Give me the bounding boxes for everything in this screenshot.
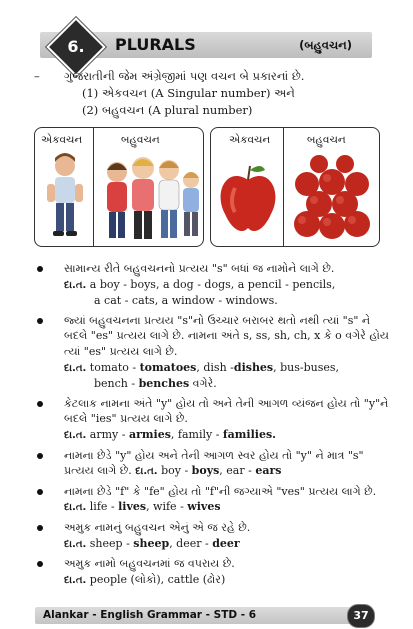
rule-example-2b	[64, 376, 394, 392]
example-text: sheep -	[89, 536, 134, 550]
example-bold: benches	[138, 377, 190, 391]
example-label: દા.ત.	[64, 574, 87, 586]
example-text: a cat - cats, a window - windows.	[94, 294, 278, 308]
example-text: , dish -	[196, 360, 234, 374]
rule-text-2: જ્યાં બહુવચનના પ્રત્યય "s"નો ઉચ્ચાર બરાબર થતો નથી ત્યાં "s" ને બદલે "es" પ્રત્યય લાગે છે. નામના અંતે s, ss, sh, ch, x કે o વગેરે હોય ત્યાં "es" પ્રત્યય લાગે છે.	[64, 313, 389, 358]
chapter-title: PLURALS	[115, 35, 196, 54]
example-label: દા.ત.	[64, 429, 87, 441]
rule-example-3	[64, 427, 394, 444]
chapter-subtitle: (બહુવચન)	[299, 38, 352, 52]
list-item	[34, 261, 394, 309]
example-bold: families.	[222, 427, 276, 441]
panel-divider	[93, 128, 94, 246]
label-singular-left: એકવચન	[41, 134, 83, 146]
example-bold: boys	[191, 464, 220, 478]
intro-line-1: ગુજરાતીની જેમ અંગ્રેજીમાં પણ વચન બે પ્રકારનાં છે.	[64, 69, 305, 83]
rules-list	[34, 261, 394, 592]
example-text: વગેરે.	[189, 377, 217, 391]
children-group-image	[97, 150, 201, 244]
example-bold: wives	[187, 500, 221, 514]
list-item	[34, 556, 394, 588]
example-text: , family -	[170, 427, 223, 441]
example-bold: sheep	[133, 536, 170, 550]
label-plural-left: બહુવચન	[121, 134, 160, 146]
rule-example-2	[64, 360, 394, 377]
example-text: people (લોકો), cattle (ઢોર)	[89, 572, 226, 586]
intro-line-3: (2) બહુવચન (A plural number)	[82, 103, 253, 117]
example-label: દા.ત.	[64, 502, 87, 514]
rule-text-4: નામના છેડે "y" હોય અને તેની આગળ સ્વર હોય તો "y" ને માત્ર "s" પ્રત્યય લાગે છે.	[64, 448, 364, 478]
panel-divider	[283, 128, 284, 246]
list-item	[34, 484, 394, 516]
example-bold: tomatoes	[139, 360, 197, 374]
list-item	[34, 448, 394, 480]
example-label: દા.ત.	[64, 538, 87, 550]
footer-book-title: Alankar - English Grammar - STD - 6	[43, 609, 257, 621]
rule-example-6	[64, 536, 394, 553]
rule-text-3: કેટલાક નામના અંતે "y" હોય તો અને તેની આગળ વ્યંજન હોય તો "y"ને બદલે "ies" પ્રત્યય લાગે છે.	[64, 396, 389, 426]
single-apple-image	[217, 158, 279, 238]
label-plural-right: બહુવચન	[307, 134, 346, 146]
example-text: tomato -	[89, 360, 140, 374]
apples-panel	[210, 127, 380, 247]
example-text: boy -	[161, 464, 192, 478]
rule-text-5: નામના છેડે "f" કે "fe" હોય તો "f"ની જગ્યાએ "ves" પ્રત્યય લાગે છે.	[64, 484, 377, 498]
label-singular-right: એકવચન	[229, 134, 271, 146]
example-text: , wife -	[146, 500, 188, 514]
example-text: army -	[89, 427, 129, 441]
page-number: 37	[347, 604, 375, 628]
example-text: a boy - boys, a dog - dogs, a pencil - pencils,	[89, 277, 336, 291]
list-item	[34, 396, 394, 444]
rule-text-7: અમુક નામો બહુવચનમાં જ વપરાય છે.	[64, 557, 235, 571]
example-bold: deer	[212, 536, 240, 550]
intro-line-2: (1) એકવચન (A Singular number) અને	[82, 86, 295, 100]
list-item	[34, 313, 394, 392]
example-bold: lives	[118, 500, 147, 514]
chapter-number: 6.	[67, 37, 85, 56]
example-bold: ears	[255, 464, 282, 478]
example-text: , bus-buses,	[273, 360, 340, 374]
example-text: bench -	[94, 377, 139, 391]
example-text: , deer -	[169, 536, 213, 550]
chapter-header	[40, 32, 372, 58]
example-bold: dishes	[233, 360, 274, 374]
example-bold: armies	[128, 427, 171, 441]
intro-block	[34, 68, 394, 119]
single-child-image	[41, 150, 89, 242]
example-label: દા.ત.	[64, 279, 87, 291]
page-footer	[35, 607, 369, 624]
intro-dash: –	[34, 69, 40, 83]
rule-text-1: સામાન્ય રીતે બહુવચનનો પ્રત્યય "s" બધાં જ નામોને લાગે છે.	[64, 262, 335, 275]
singular-plural-figure	[34, 127, 379, 247]
children-panel	[34, 127, 204, 247]
list-item	[34, 520, 394, 552]
rule-example-7	[64, 572, 394, 589]
rule-example-1	[64, 277, 394, 294]
example-label: દા.ત.	[135, 466, 158, 478]
example-label: દા.ત.	[64, 362, 87, 374]
example-text: , ear -	[219, 464, 256, 478]
example-text: life -	[89, 500, 119, 514]
apples-pile-image	[287, 154, 377, 242]
rule-text-6: અમુક નામનું બહુવચન એનું એ જ રહે છે.	[64, 520, 251, 534]
